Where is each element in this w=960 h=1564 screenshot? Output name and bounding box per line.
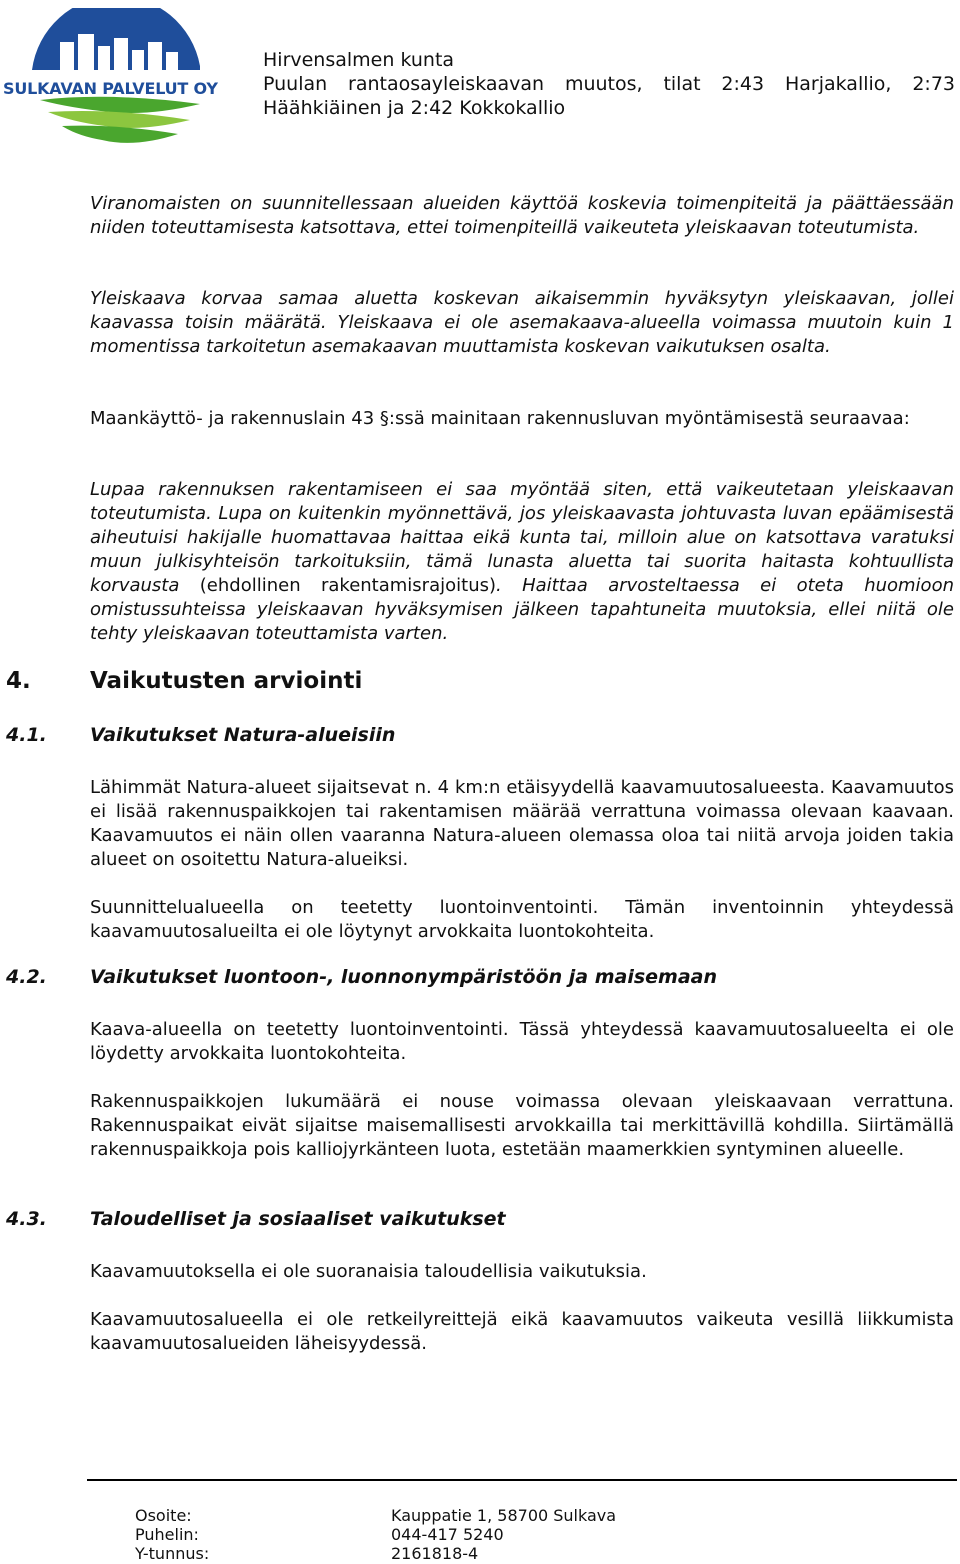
section-4-3-title: Taloudelliset ja sosiaaliset vaikutukset (90, 1208, 506, 1230)
paragraph-natura-2: Suunnittelualueella on teetetty luontoinventointi. Tämän inventoinnin yhteydessä kaavamuutosalueilta ei ole löytynyt arvokkaita luontokohteita. (90, 897, 954, 942)
footer-row-address (135, 1506, 616, 1525)
paragraph-economic-2: Kaavamuutosalueella ei ole retkeilyreittejä eikä kaavamuutos vaikeuta vesillä liikkumista kaavamuutosalueiden läheisyydessä. (90, 1309, 954, 1354)
footer-label: Y-tunnus: (135, 1544, 210, 1563)
quote-part-1: Lupaa rakennuksen rakentamiseen ei saa myöntää siten, että vaikeutetaan yleiskaavan toteutumista. Lupa on kuitenkin myönnettävä, jos yleiskaavasta johtuvasta luvan epäämisestä aiheutuisi hakijalle huomattavaa haittaa eikä kunta tai, milloin alue on katsottava varatuksi muun julkisyhteisön tarkoituksiin, tämä lunasta aluetta tai suorita haitasta kohtuullista korvausta (90, 479, 954, 596)
section-4-2-number: 4.2. (6, 966, 47, 988)
section-4-3-number: 4.3. (6, 1208, 47, 1230)
section-4-1-title: Vaikutukset Natura-alueisiin (90, 724, 396, 746)
paragraph-natura-1: Lähimmät Natura-alueet sijaitsevat n. 4 km:n etäisyydellä kaavamuutosalueesta. Kaavamuutos ei lisää rakennuspaikkojen tai rakentamisen määrää verrattuna voimassa olevaan kaavaan. Kaavamuutos ei näin ollen vaaranna Natura-alueen olemassa oloa tai niitä arvoja joiden takia alueet on osoitettu Natura-alueiksi. (90, 777, 954, 870)
quote-part-2: . Haittaa arvosteltaessa ei oteta huomioon omistussuhteissa yleiskaavan hyväksymisen jälkeen tapahtuneita muutoksia, ellei niitä ole tehty yleiskaavan toteuttamista varten. (90, 575, 954, 644)
paragraph-nature-2: Rakennuspaikkojen lukumäärä ei nouse voimassa olevaan yleiskaavaan verrattuna. Rakennuspaikat eivät sijaitse maisemallisesti arvokkailla tai merkittävillä kohdilla. Siirtämällä rakennuspaikkoja pois kalliojyrkänteen luota, estetään maamerkkien syntyminen alueelle. (90, 1091, 954, 1160)
page-footer (135, 1506, 616, 1563)
paragraph-economic-1: Kaavamuutoksella ei ole suoranaisia taloudellisia vaikutuksia. (90, 1261, 647, 1282)
paragraph-authorities: Viranomaisten on suunnitellessaan alueiden käyttöä koskevia toimenpiteitä ja päättäessään niiden toteuttamisesta katsottava, ettei toimenpiteillä vaikeuteta yleiskaavan toteutumista. (90, 193, 954, 238)
section-4-title: Vaikutusten arviointi (90, 668, 363, 694)
header-plan-title: Puulan rantaosayleiskaavan muutos, tilat 2:43 Harjakallio, 2:73 (263, 73, 955, 95)
footer-value: 2161818-4 (391, 1544, 479, 1563)
footer-row-business-id (135, 1544, 616, 1563)
footer-value: 044-417 5240 (391, 1525, 504, 1544)
paragraph-general-plan: Yleiskaava korvaa samaa aluetta koskevan aikaisemmin hyväksytyn yleiskaavan, jollei kaavassa toisin määrätä. Yleiskaava ei ole asemakaava-alueella voimassa muutoin kuin 1 momentissa tarkoitetun asemakaavan muuttamista koskevan vaikutuksen osalta. (90, 288, 954, 357)
header-plan-title-cont: Häähkiäinen ja 2:42 Kokkokallio (263, 97, 566, 119)
footer-divider (87, 1479, 957, 1481)
section-4-1-number: 4.1. (6, 724, 47, 746)
quote-note: (ehdollinen rakentamisrajoitus) (179, 575, 496, 596)
logo-text: SULKAVAN PALVELUT OY (3, 79, 218, 98)
footer-label: Puhelin: (135, 1525, 199, 1544)
paragraph-building-permit (90, 478, 954, 646)
header-municipality: Hirvensalmen kunta (263, 49, 455, 71)
paragraph-nature-1: Kaava-alueella on teetetty luontoinventointi. Tässä yhteydessä kaavamuutosalueelta ei ole löydetty arvokkaita luontokohteita. (90, 1019, 954, 1064)
footer-row-phone (135, 1525, 616, 1544)
footer-label: Osoite: (135, 1506, 192, 1525)
footer-value: Kauppatie 1, 58700 Sulkava (391, 1506, 617, 1525)
company-logo (0, 8, 235, 158)
page-header (263, 48, 955, 120)
section-4-number: 4. (6, 668, 31, 694)
paragraph-law-intro: Maankäyttö- ja rakennuslain 43 §:ssä mainitaan rakennusluvan myöntämisestä seuraavaa: (90, 408, 910, 429)
section-4-2-title: Vaikutukset luontoon-, luonnonympäristöön ja maisemaan (90, 966, 718, 988)
